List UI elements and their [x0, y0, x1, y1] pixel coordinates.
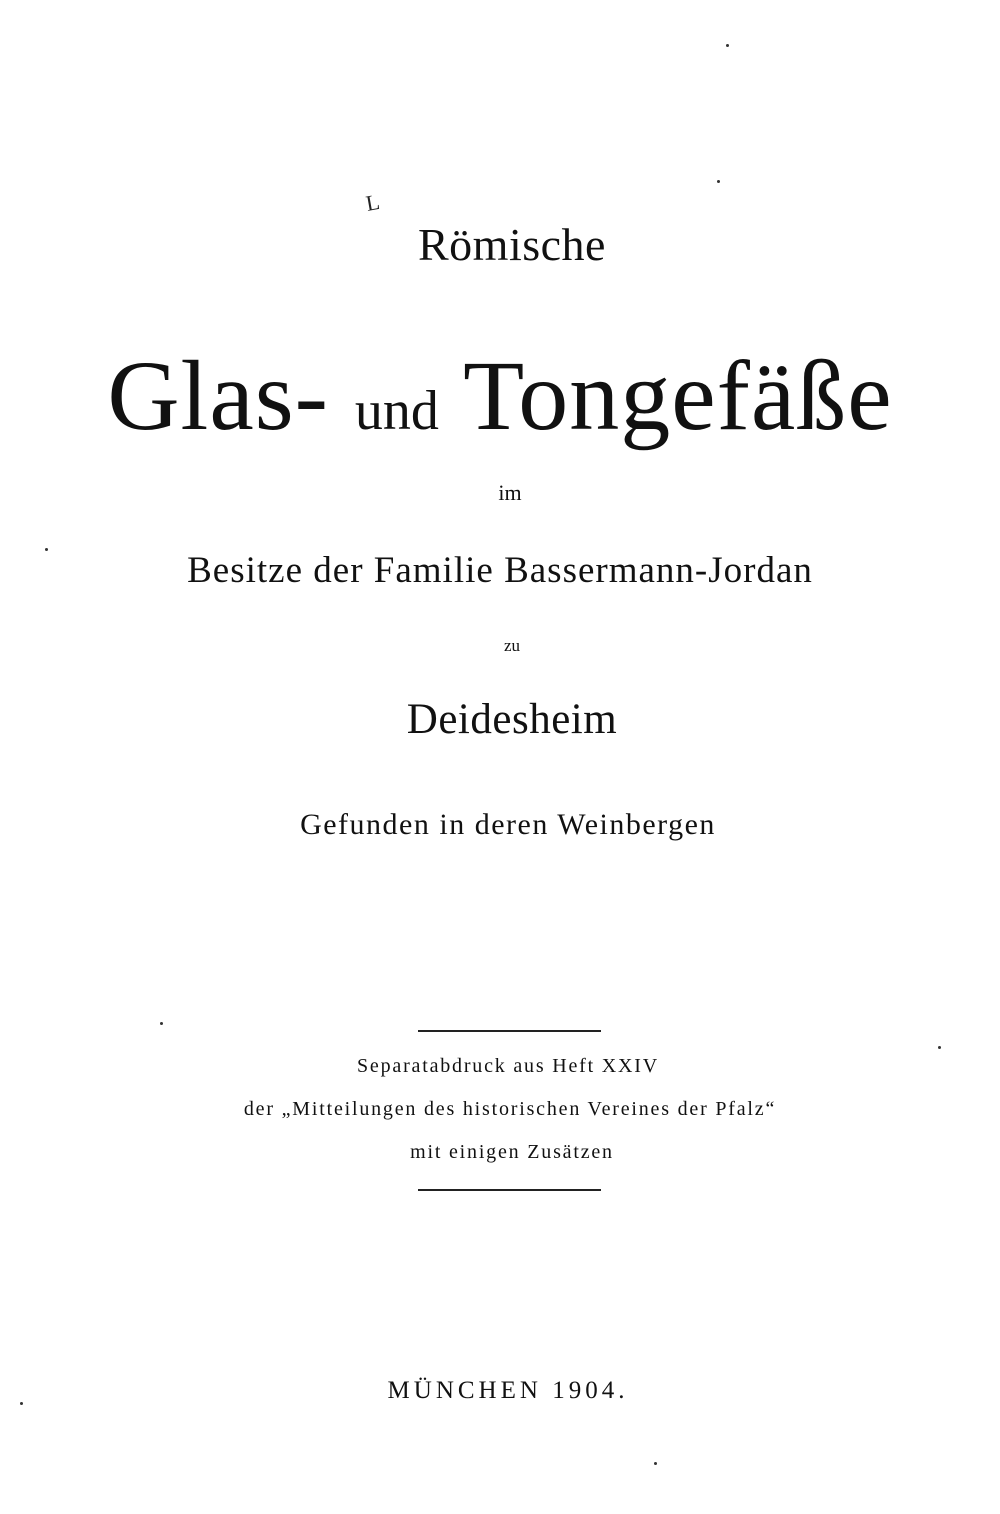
- title-line-roemische: Römische: [418, 219, 606, 270]
- title-place: Deidesheim: [406, 696, 618, 743]
- title-im: im: [498, 480, 522, 505]
- title-zu: zu: [503, 636, 521, 655]
- main-title-und: und: [354, 380, 439, 442]
- speck: [717, 180, 720, 183]
- speck: [20, 1402, 23, 1405]
- main-title-glas: Glas-: [107, 340, 329, 451]
- speck: [160, 1022, 163, 1025]
- title-besitze: Besitze der Familie Bassermann-Jordan: [187, 550, 813, 591]
- speck: [45, 548, 48, 551]
- imprint: MÜNCHEN 1904.: [387, 1377, 629, 1404]
- subtitle: Gefunden in deren Weinbergen: [300, 808, 716, 841]
- rule-top: [418, 1030, 601, 1032]
- speck: [654, 1462, 657, 1465]
- main-title: [0, 338, 1000, 453]
- main-title-tongefaesse: Tongefäße: [463, 340, 893, 451]
- separate-print-line-3: mit einigen Zusätzen: [410, 1141, 614, 1163]
- pencil-mark: L: [363, 189, 382, 216]
- rule-bottom: [418, 1189, 601, 1191]
- speck: [726, 44, 729, 47]
- speck: [938, 1046, 941, 1049]
- separate-print-line-1: Separatabdruck aus Heft XXIV: [357, 1055, 659, 1077]
- separate-print-line-2: der „Mitteilungen des historischen Vereines der Pfalz“: [243, 1098, 777, 1120]
